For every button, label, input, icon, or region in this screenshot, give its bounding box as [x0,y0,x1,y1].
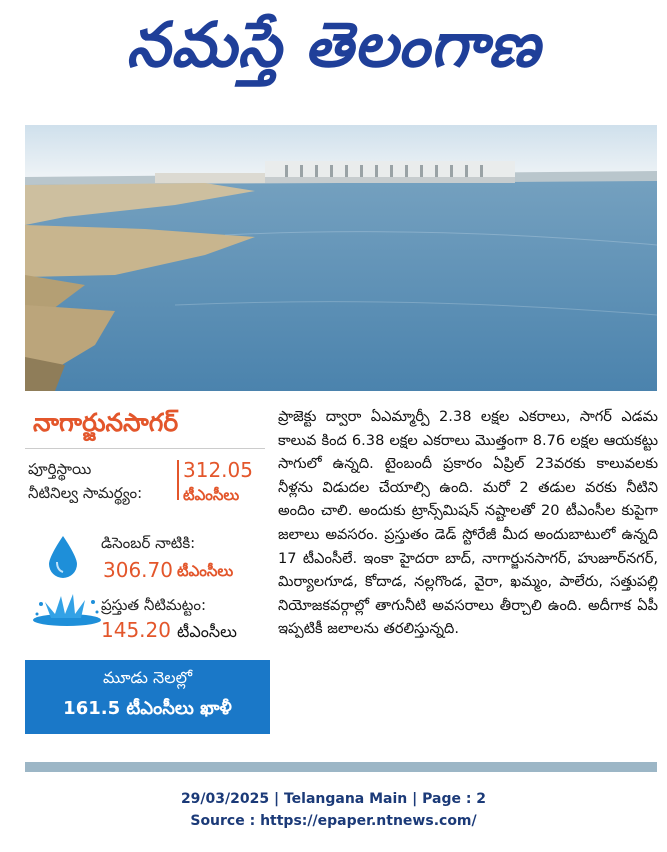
dam-photo [25,125,657,391]
water-splash-icon [31,592,103,628]
dec-value: 306.70 [103,558,173,582]
full-capacity-unit: టీఎంసీలు [183,486,240,504]
stats-heading: నాగార్జునసాగర్ [33,408,179,437]
full-capacity-label-1: పూర్తిస్థాయి [28,460,92,478]
page-footer [0,788,667,832]
summary-line-1: మూడు నెలల్లో [102,668,193,687]
footer-source-line: Source : https://epaper.ntnews.com/ [190,813,477,829]
summary-line-2: 161.5 టీఎంసీలు ఖాళీ [63,698,232,719]
value-divider [177,460,179,500]
current-unit: టీఎంసీలు [177,622,237,641]
divider [25,448,265,449]
nagarjuna-sagar-dam-image [25,125,657,391]
next-photo-strip [25,762,657,772]
current-value: 145.20 [101,618,171,642]
article-paragraph: ప్రాజెక్టు ద్వారా ఏఎమ్మార్పీ 2.38 లక్షల ఎకరాలు, సాగర్ ఎడమ కాలువ కింద 6.38 లక్షల ఎకరాలు మొత్తంగా 8.76 లక్షల ఆయకట్టు సాగులో ఉన్నది. టైంబందీ ప్రకారం ఏప్రిల్ 23వరకు కాలువలకు నీళ్లను విడుదల చేయాల్సి ఉంది. మరో 2 తడుల వరకు నీటిని అందిం చాలి. అందుకు ట్రాన్స్‌మిషన్ నష్టాలతో 20 టీఎంసీల కుపైగా జలాలు అవసరం. ప్రస్తుతం డెడ్ స్టోరేజీ మీద అందుబాటులో ఉన్నది 17 టీఎంసీలే. ఇంకా హైదరా బాద్, నాగార్జునసాగర్, హుజూర్‌నగర్, మిర్యాలగూడ, కోదాడ, నల్లగొండ, వైరా, ఖమ్మం, పాలేరు, సత్తుపల్లి నియోజకవర్గాల్లో తాగునీటి అవసరాలు తీర్చాలి ఉంది. అదీగాక ఏపీ ఇప్పటికీ జలాలను తరలిస్తున్నది. [278,408,658,638]
footer-date-line: 29/03/2025 | Telangana Main | Page : 2 [180,791,487,807]
article-body [278,405,658,641]
newspaper-title: నమస్తే తెలంగాణ [126,8,541,81]
full-capacity-label-2: నీటినిల్వ సామర్థ్యం: [28,484,143,502]
water-drop-icon [49,536,77,578]
masthead [0,0,667,120]
dec-label: డిసెంబర్ నాటికి: [101,534,196,552]
full-capacity-value: 312.05 [183,458,253,482]
dec-unit: టీఎంసీలు [177,562,234,580]
summary-box [25,660,270,734]
current-label: ప్రస్తుత నీటిమట్టం: [101,596,207,614]
